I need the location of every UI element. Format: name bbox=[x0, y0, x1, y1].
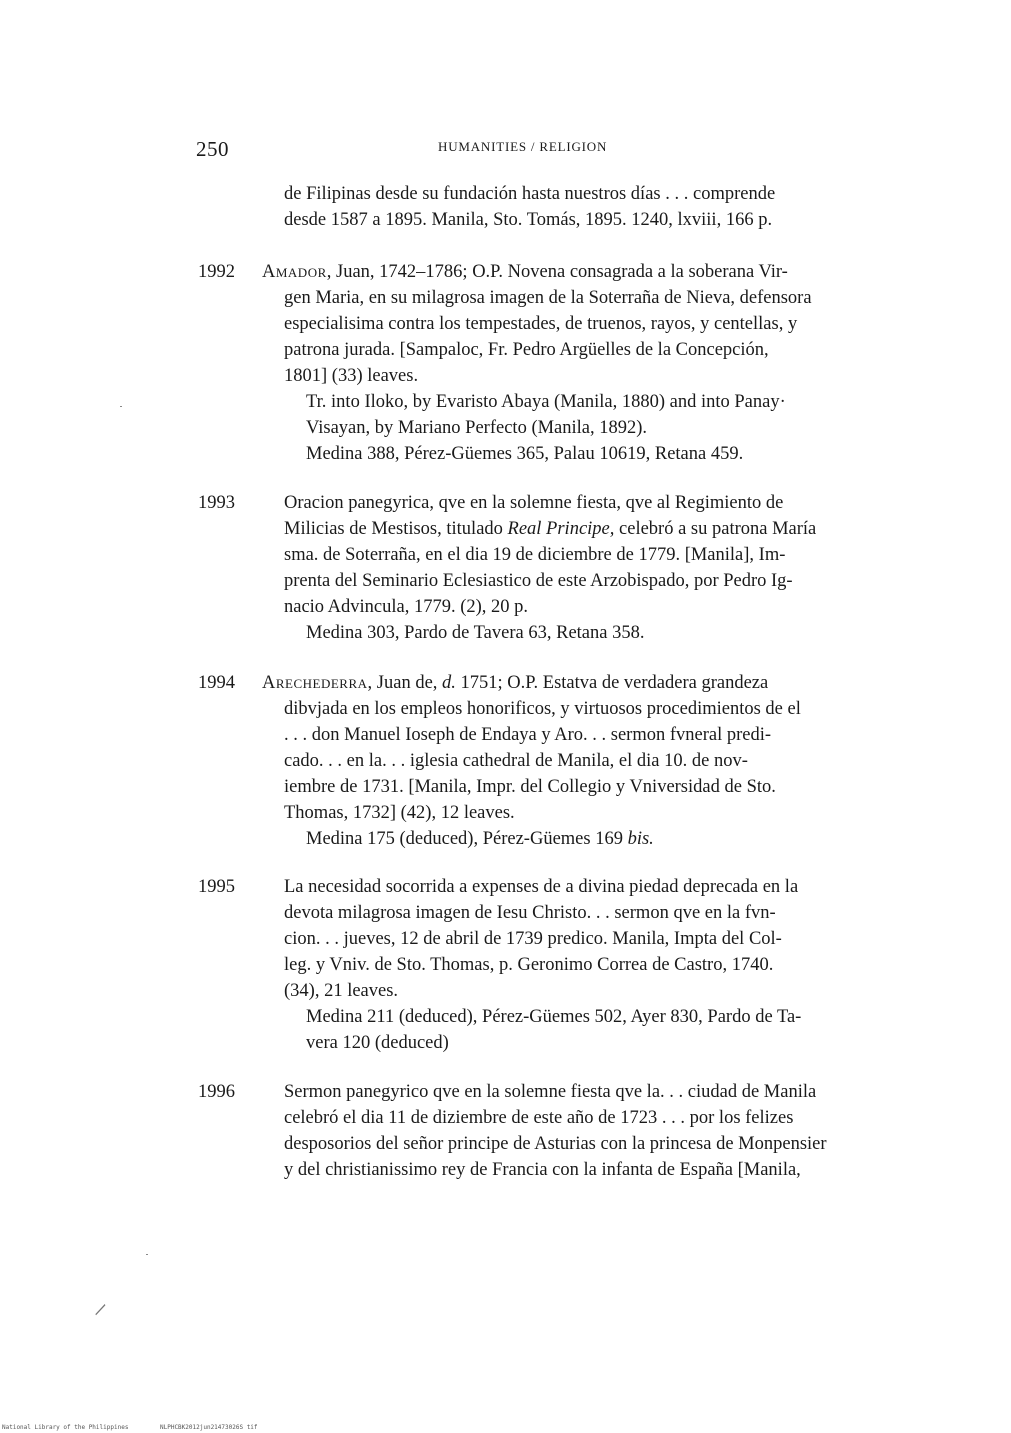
entry-italic: d. bbox=[442, 673, 456, 693]
scan-speck bbox=[120, 406, 122, 407]
entry-note bbox=[262, 826, 894, 852]
entry-line bbox=[284, 516, 894, 542]
entry-1992 bbox=[262, 259, 894, 467]
entry-note: vera 120 (deduced) bbox=[306, 1033, 449, 1053]
entry-1996 bbox=[284, 1079, 894, 1183]
entry-number: 1995 bbox=[198, 877, 235, 897]
scan-mark: \ bbox=[91, 1302, 111, 1317]
entry-line: cion. . . jueves, 12 de abril de 1739 predico. Manila, Impta del Col- bbox=[284, 929, 782, 949]
entry-number: 1992 bbox=[198, 262, 235, 282]
entry-text: Milicias de Mestisos, titulado bbox=[284, 519, 508, 539]
running-head: HUMANITIES / RELIGION bbox=[438, 139, 608, 154]
entry-line: (34), 21 leaves. bbox=[284, 981, 399, 1001]
entry-text: 1751; O.P. Estatva de verdadera grandeza bbox=[455, 673, 769, 693]
entry-line: desposorios del señor principe de Asturias con la princesa de Monpensier bbox=[284, 1134, 827, 1154]
entry-note: Medina 388, Pérez-Güemes 365, Palau 10619, Retana 459. bbox=[306, 444, 744, 464]
page-number: 250 bbox=[196, 137, 229, 161]
entry-line: devota milagrosa imagen de Iesu Christo. . . sermon qve en la fvn- bbox=[284, 903, 776, 923]
continuation-paragraph bbox=[284, 181, 894, 233]
entry-note-text: Medina 175 (deduced), Pérez-Güemes 169 bbox=[306, 829, 628, 849]
continuation-line: de Filipinas desde su fundación hasta nuestros días . . . comprende bbox=[284, 184, 776, 204]
entry-line: iembre de 1731. [Manila, Impr. del Collegio y Vniversidad de Sto. bbox=[284, 777, 776, 797]
author-name: Amador bbox=[262, 262, 327, 282]
entry-1993 bbox=[284, 490, 894, 646]
entry-line: cado. . . en la. . . iglesia cathedral de Manila, el dia 10. de nov- bbox=[284, 751, 748, 771]
entry-line: Sermon panegyrico qve en la solemne fiesta qve la. . . ciudad de Manila bbox=[284, 1082, 817, 1102]
entry-number: 1996 bbox=[198, 1082, 235, 1102]
entry-note: Medina 303, Pardo de Tavera 63, Retana 358. bbox=[306, 623, 645, 643]
author-name: Arechederra bbox=[262, 673, 368, 693]
footer-library: National Library of the Philippines bbox=[2, 1424, 129, 1431]
entry-line: celebró el dia 11 de diziembre de este año de 1723 . . . por los felizes bbox=[284, 1108, 794, 1128]
entry-text: celebró a su patrona María bbox=[614, 519, 817, 539]
continuation-line: desde 1587 a 1895. Manila, Sto. Tomás, 1895. 1240, lxviii, 166 p. bbox=[284, 210, 773, 230]
entry-line: gen Maria, en su milagrosa imagen de la Soterraña de Nieva, defensora bbox=[284, 288, 812, 308]
footer-file-id: NLPHCBK2012jun21473026S tif bbox=[160, 1424, 258, 1431]
entry-line: leg. y Vniv. de Sto. Thomas, p. Geronimo Correa de Castro, 1740. bbox=[284, 955, 774, 975]
entry-line: La necesidad socorrida a expenses de a divina piedad deprecada en la bbox=[284, 877, 799, 897]
entry-number: 1993 bbox=[198, 493, 235, 513]
entry-note: Visayan, by Mariano Perfecto (Manila, 1892). bbox=[306, 418, 648, 438]
entry-line: especialisima contra los tempestades, de truenos, rayos, y centellas, y bbox=[284, 314, 798, 334]
entry-line: prenta del Seminario Eclesiastico de este Arzobispado, por Pedro Ig- bbox=[284, 571, 793, 591]
entry-line: y del christianissimo rey de Francia con la infanta de España [Manila, bbox=[284, 1160, 801, 1180]
entry-note: Tr. into Iloko, by Evaristo Abaya (Manila, 1880) and into Panay· bbox=[306, 392, 786, 412]
entry-text: , Juan de, bbox=[367, 673, 443, 693]
entry-line: Thomas, 1732] (42), 12 leaves. bbox=[284, 803, 515, 823]
entry-line: sma. de Soterraña, en el dia 19 de diciembre de 1779. [Manila], Im- bbox=[284, 545, 786, 565]
entry-1995 bbox=[284, 874, 894, 1056]
entry-note-italic: bis. bbox=[627, 829, 654, 849]
entry-first-line bbox=[262, 670, 894, 696]
scan-speck bbox=[146, 1254, 148, 1255]
entry-line: dibvjada en los empleos honorificos, y virtuosos procedimientos de el bbox=[284, 699, 801, 719]
entry-line: patrona jurada. [Sampaloc, Fr. Pedro Argüelles de la Concepción, bbox=[284, 340, 769, 360]
entry-line: nacio Advincula, 1779. (2), 20 p. bbox=[284, 597, 529, 617]
entry-note: Medina 211 (deduced), Pérez-Güemes 502, Ayer 830, Pardo de Ta- bbox=[306, 1007, 802, 1027]
entry-line: 1801] (33) leaves. bbox=[284, 366, 419, 386]
entry-title-italic: Real Principe, bbox=[507, 519, 615, 539]
entry-first-line bbox=[262, 259, 894, 285]
entry-1994 bbox=[262, 670, 894, 852]
entry-line: Oracion panegyrica, qve en la solemne fiesta, qve al Regimiento de bbox=[284, 493, 784, 513]
entry-number: 1994 bbox=[198, 673, 235, 693]
entry-text: , Juan, 1742–1786; O.P. Novena consagrada a la soberana Vir- bbox=[326, 262, 788, 282]
entry-line: . . . don Manuel Ioseph de Endaya y Aro. . . sermon fvneral predi- bbox=[284, 725, 772, 745]
